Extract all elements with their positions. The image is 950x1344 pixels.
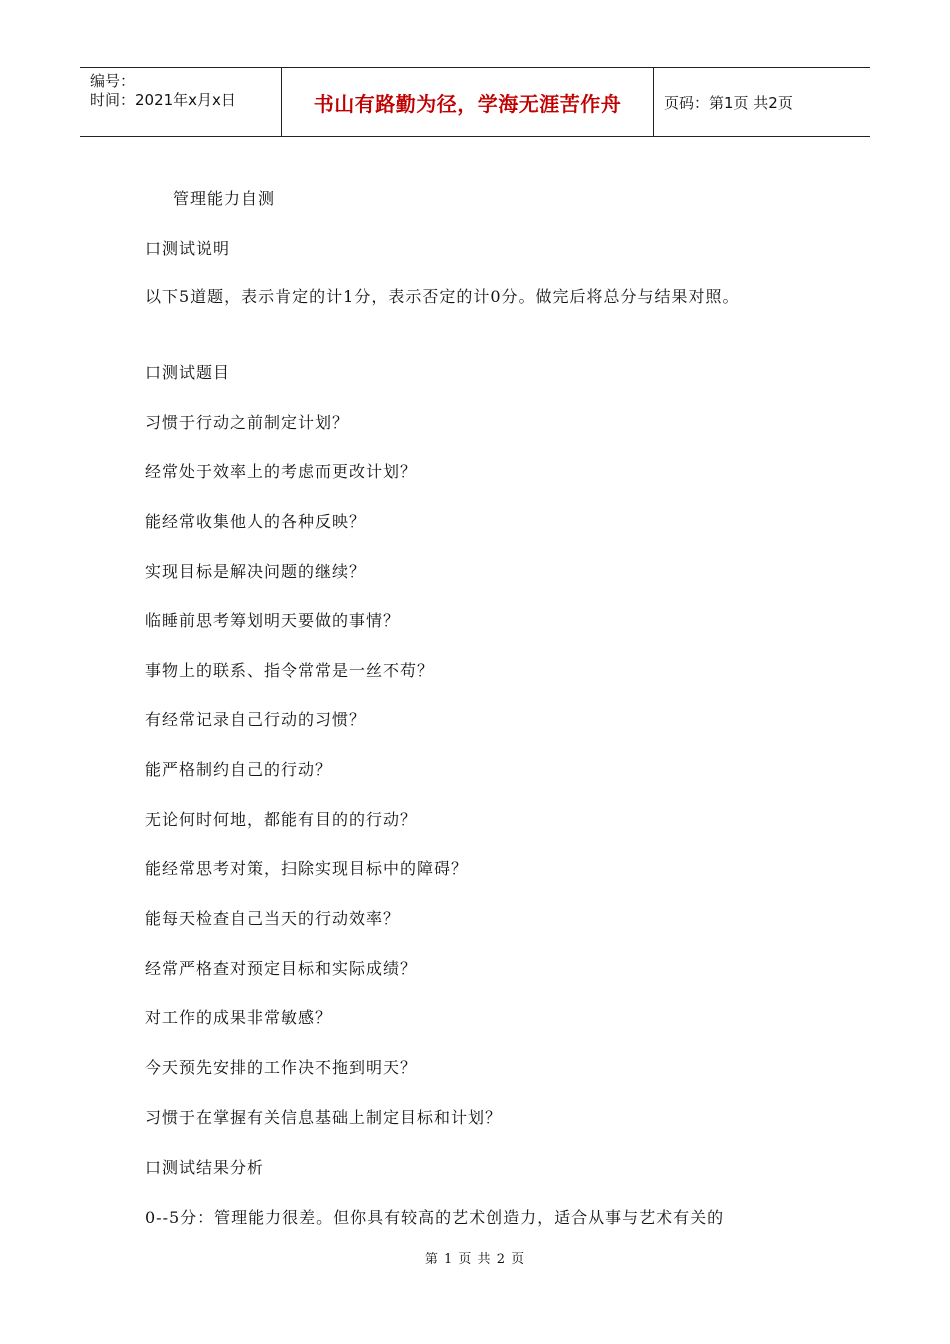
question-item: 实现目标是解决问题的继续？ — [145, 562, 367, 581]
result-line: 0--5分：管理能力很差。但你具有较高的艺术创造力，适合从事与艺术有关的 — [145, 1208, 725, 1227]
question-item: 无论何时何地，都能有目的的行动？ — [145, 810, 418, 829]
question-item: 事物上的联系、指令常常是一丝不苟？ — [145, 661, 435, 680]
question-item: 能严格制约自己的行动？ — [145, 760, 333, 779]
question-item: 能经常思考对策，扫除实现目标中的障碍？ — [145, 859, 469, 878]
question-item: 临睡前思考筹划明天要做的事情？ — [145, 611, 401, 630]
question-item: 习惯于在掌握有关信息基础上制定目标和计划？ — [145, 1108, 503, 1127]
document-header — [80, 67, 870, 137]
question-item: 经常严格查对预定目标和实际成绩？ — [145, 959, 418, 978]
question-item: 能经常收集他人的各种反映？ — [145, 512, 367, 531]
page-info: 页码：第1页 共2页 — [664, 93, 793, 112]
question-item: 能每天检查自己当天的行动效率？ — [145, 909, 401, 928]
motto-text: 书山有路勤为径，学海无涯苦作舟 — [313, 91, 622, 116]
header-page-cell — [654, 68, 870, 136]
section-heading-questions: 口测试题目 — [145, 363, 231, 382]
header-meta-cell — [80, 68, 282, 136]
instructions-paragraph: 以下5道题，表示肯定的计1分，表示否定的计0分。做完后将总分与结果对照。 — [145, 287, 740, 306]
question-item: 有经常记录自己行动的习惯？ — [145, 710, 367, 729]
number-label: 编号： — [90, 72, 136, 90]
question-item: 对工作的成果非常敏感？ — [145, 1008, 333, 1027]
document-title: 管理能力自测 — [173, 189, 276, 208]
header-motto-cell — [282, 68, 654, 136]
page-footer: 第 1 页 共 2 页 — [424, 1252, 526, 1267]
question-item: 今天预先安排的工作决不拖到明天？ — [145, 1058, 418, 1077]
time-label: 时间：2021年x月x日 — [90, 91, 236, 109]
question-item: 习惯于行动之前制定计划？ — [145, 413, 350, 432]
section-heading-results: 口测试结果分析 — [145, 1158, 265, 1177]
section-heading-instructions: 口测试说明 — [145, 239, 231, 258]
question-item: 经常处于效率上的考虑而更改计划？ — [145, 462, 418, 481]
